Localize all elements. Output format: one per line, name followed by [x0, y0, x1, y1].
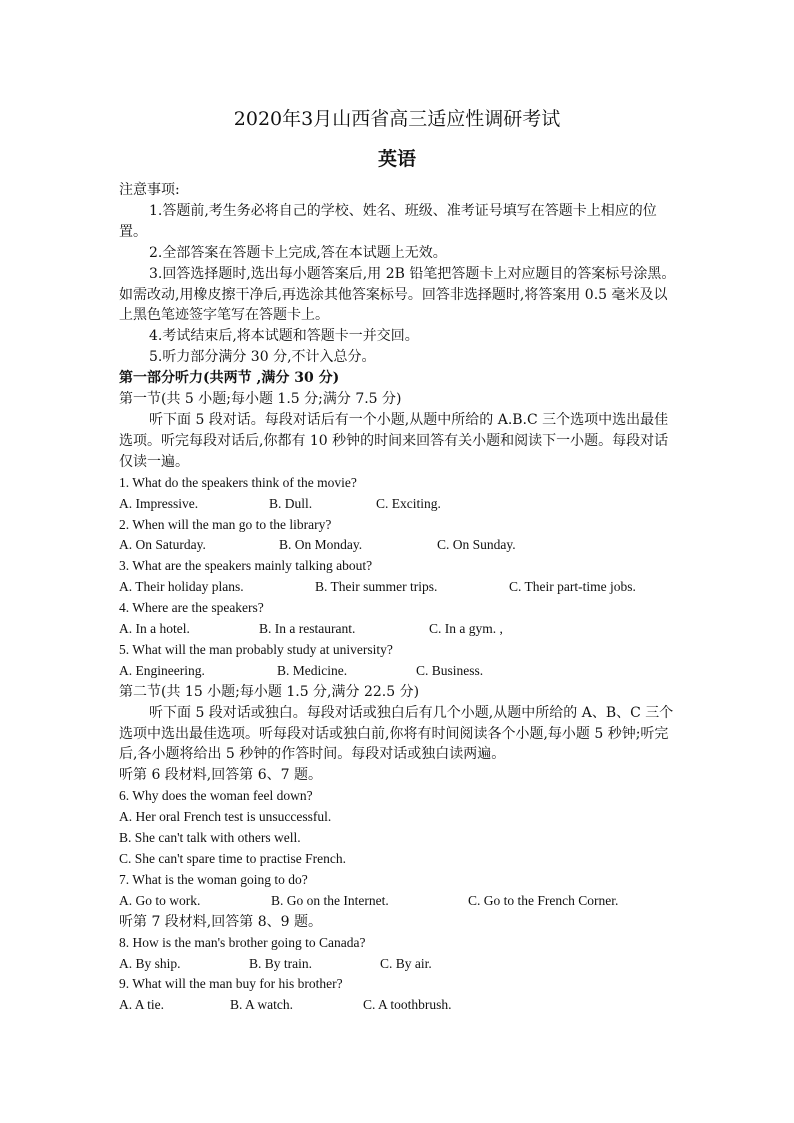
question-5: 5. What will the man probably study at university?	[119, 641, 393, 657]
option-b: B. Go on the Internet.	[271, 892, 389, 908]
question-9: 9. What will the man buy for his brother?	[119, 976, 343, 992]
option-a: A. Her oral French test is unsuccessful.	[119, 809, 332, 825]
exam-content	[119, 180, 679, 1016]
option-c: C. A toothbrush.	[363, 997, 452, 1013]
option-b: B. Their summer trips.	[315, 579, 438, 595]
option-c: C. By air.	[380, 955, 432, 971]
section2-heading: 第二节(共 15 小题;每小题 1.5 分,满分 22.5 分)	[119, 683, 420, 700]
option-c: C. Business.	[416, 662, 484, 678]
option-a: A. By ship.	[119, 955, 181, 971]
option-a: A. Engineering.	[119, 662, 205, 678]
notice-heading: 注意事项:	[119, 182, 180, 198]
material-6-heading: 听第 6 段材料,回答第 6、7 题。	[119, 767, 322, 784]
option-c: C. Exciting.	[376, 495, 441, 511]
question-2: 2. When will the man go to the library?	[119, 516, 332, 532]
options-8	[119, 954, 679, 975]
options-4	[119, 619, 679, 640]
question-8: 8. How is the man's brother going to Canada?	[119, 934, 366, 950]
options-1	[119, 494, 679, 515]
option-a: A. Impressive.	[119, 495, 199, 511]
notice-item: 5.听力部分满分 30 分,不计入总分。	[149, 349, 376, 366]
option-a: A. On Saturday.	[119, 537, 206, 553]
options-2	[119, 535, 679, 556]
option-a: A. A tie.	[119, 997, 165, 1013]
exam-title: 2020年3月山西省高三适应性调研考试	[233, 108, 561, 130]
option-a: A. In a hotel.	[119, 621, 190, 637]
notice-item: 4.考试结束后,将本试题和答题卡一并交回。	[149, 328, 419, 345]
option-b: B. On Monday.	[279, 537, 363, 553]
option-c: C. In a gym. ,	[429, 621, 503, 637]
question-1: 1. What do the speakers think of the movie?	[119, 474, 357, 490]
options-9	[119, 995, 679, 1016]
options-3	[119, 577, 679, 598]
option-a: A. Their holiday plans.	[119, 579, 244, 595]
section2-instruction: 听下面 5 段对话或独白。每段对话或独白后有几个小题,从题中所给的 A、B、C 三个选项中选出最佳选项。听每段对话或独白前,你将有时间阅读各个小题,每小题 5 秒钟;听完后,各小题将给出 5 秒钟的作答时间。每段对话或独白读两遍。	[119, 704, 674, 763]
option-b: B. She can't talk with others well.	[119, 830, 301, 846]
options-7	[119, 891, 679, 912]
question-7: 7. What is the woman going to do?	[119, 871, 308, 887]
option-b: B. By train.	[249, 955, 312, 971]
option-a: A. Go to work.	[119, 892, 201, 908]
question-4: 4. Where are the speakers?	[119, 600, 264, 616]
notice-item: 1.答题前,考生务必将自己的学校、姓名、班级、准考证号填写在答题卡上相应的位置。	[119, 202, 657, 240]
notice-item: 3.回答选择题时,选出每小题答案后,用 2B 铅笔把答题卡上对应题目的答案标号涂黑。如需改动,用橡皮擦干净后,再选涂其他答案标号。回答非选择题时,将答案用 0.5 毫米及以上黑色笔迹签字笔写在答题卡上。	[119, 265, 676, 324]
question-3: 3. What are the speakers mainly talking about?	[119, 558, 373, 574]
option-c: C. Go to the French Corner.	[468, 892, 619, 908]
option-c: C. On Sunday.	[437, 537, 516, 553]
material-7-heading: 听第 7 段材料,回答第 8、9 题。	[119, 913, 322, 930]
question-6: 6. Why does the woman feel down?	[119, 788, 313, 804]
section1-instruction: 听下面 5 段对话。每段对话后有一个小题,从题中所给的 A.B.C 三个选项中选出最佳选项。听完每段对话后,你都有 10 秒钟的时间来回答有关小题和阅读下一小题。每段对话仅读一遍。	[119, 411, 669, 470]
option-b: B. A watch.	[230, 997, 293, 1013]
section1-heading: 第一节(共 5 小题;每小题 1.5 分;满分 7.5 分)	[119, 391, 402, 408]
notice-item: 2.全部答案在答题卡上完成,答在本试题上无效。	[149, 244, 447, 261]
option-c: C. She can't spare time to practise French.	[119, 851, 346, 866]
options-5	[119, 661, 679, 682]
option-c: C. Their part-time jobs.	[509, 579, 636, 595]
option-b: B. In a restaurant.	[259, 621, 356, 637]
subject-title: 英语	[377, 148, 416, 170]
option-b: B. Dull.	[269, 495, 313, 511]
part1-heading: 第一部分听力(共两节 ,满分 30 分)	[119, 370, 340, 387]
option-b: B. Medicine.	[277, 662, 348, 678]
